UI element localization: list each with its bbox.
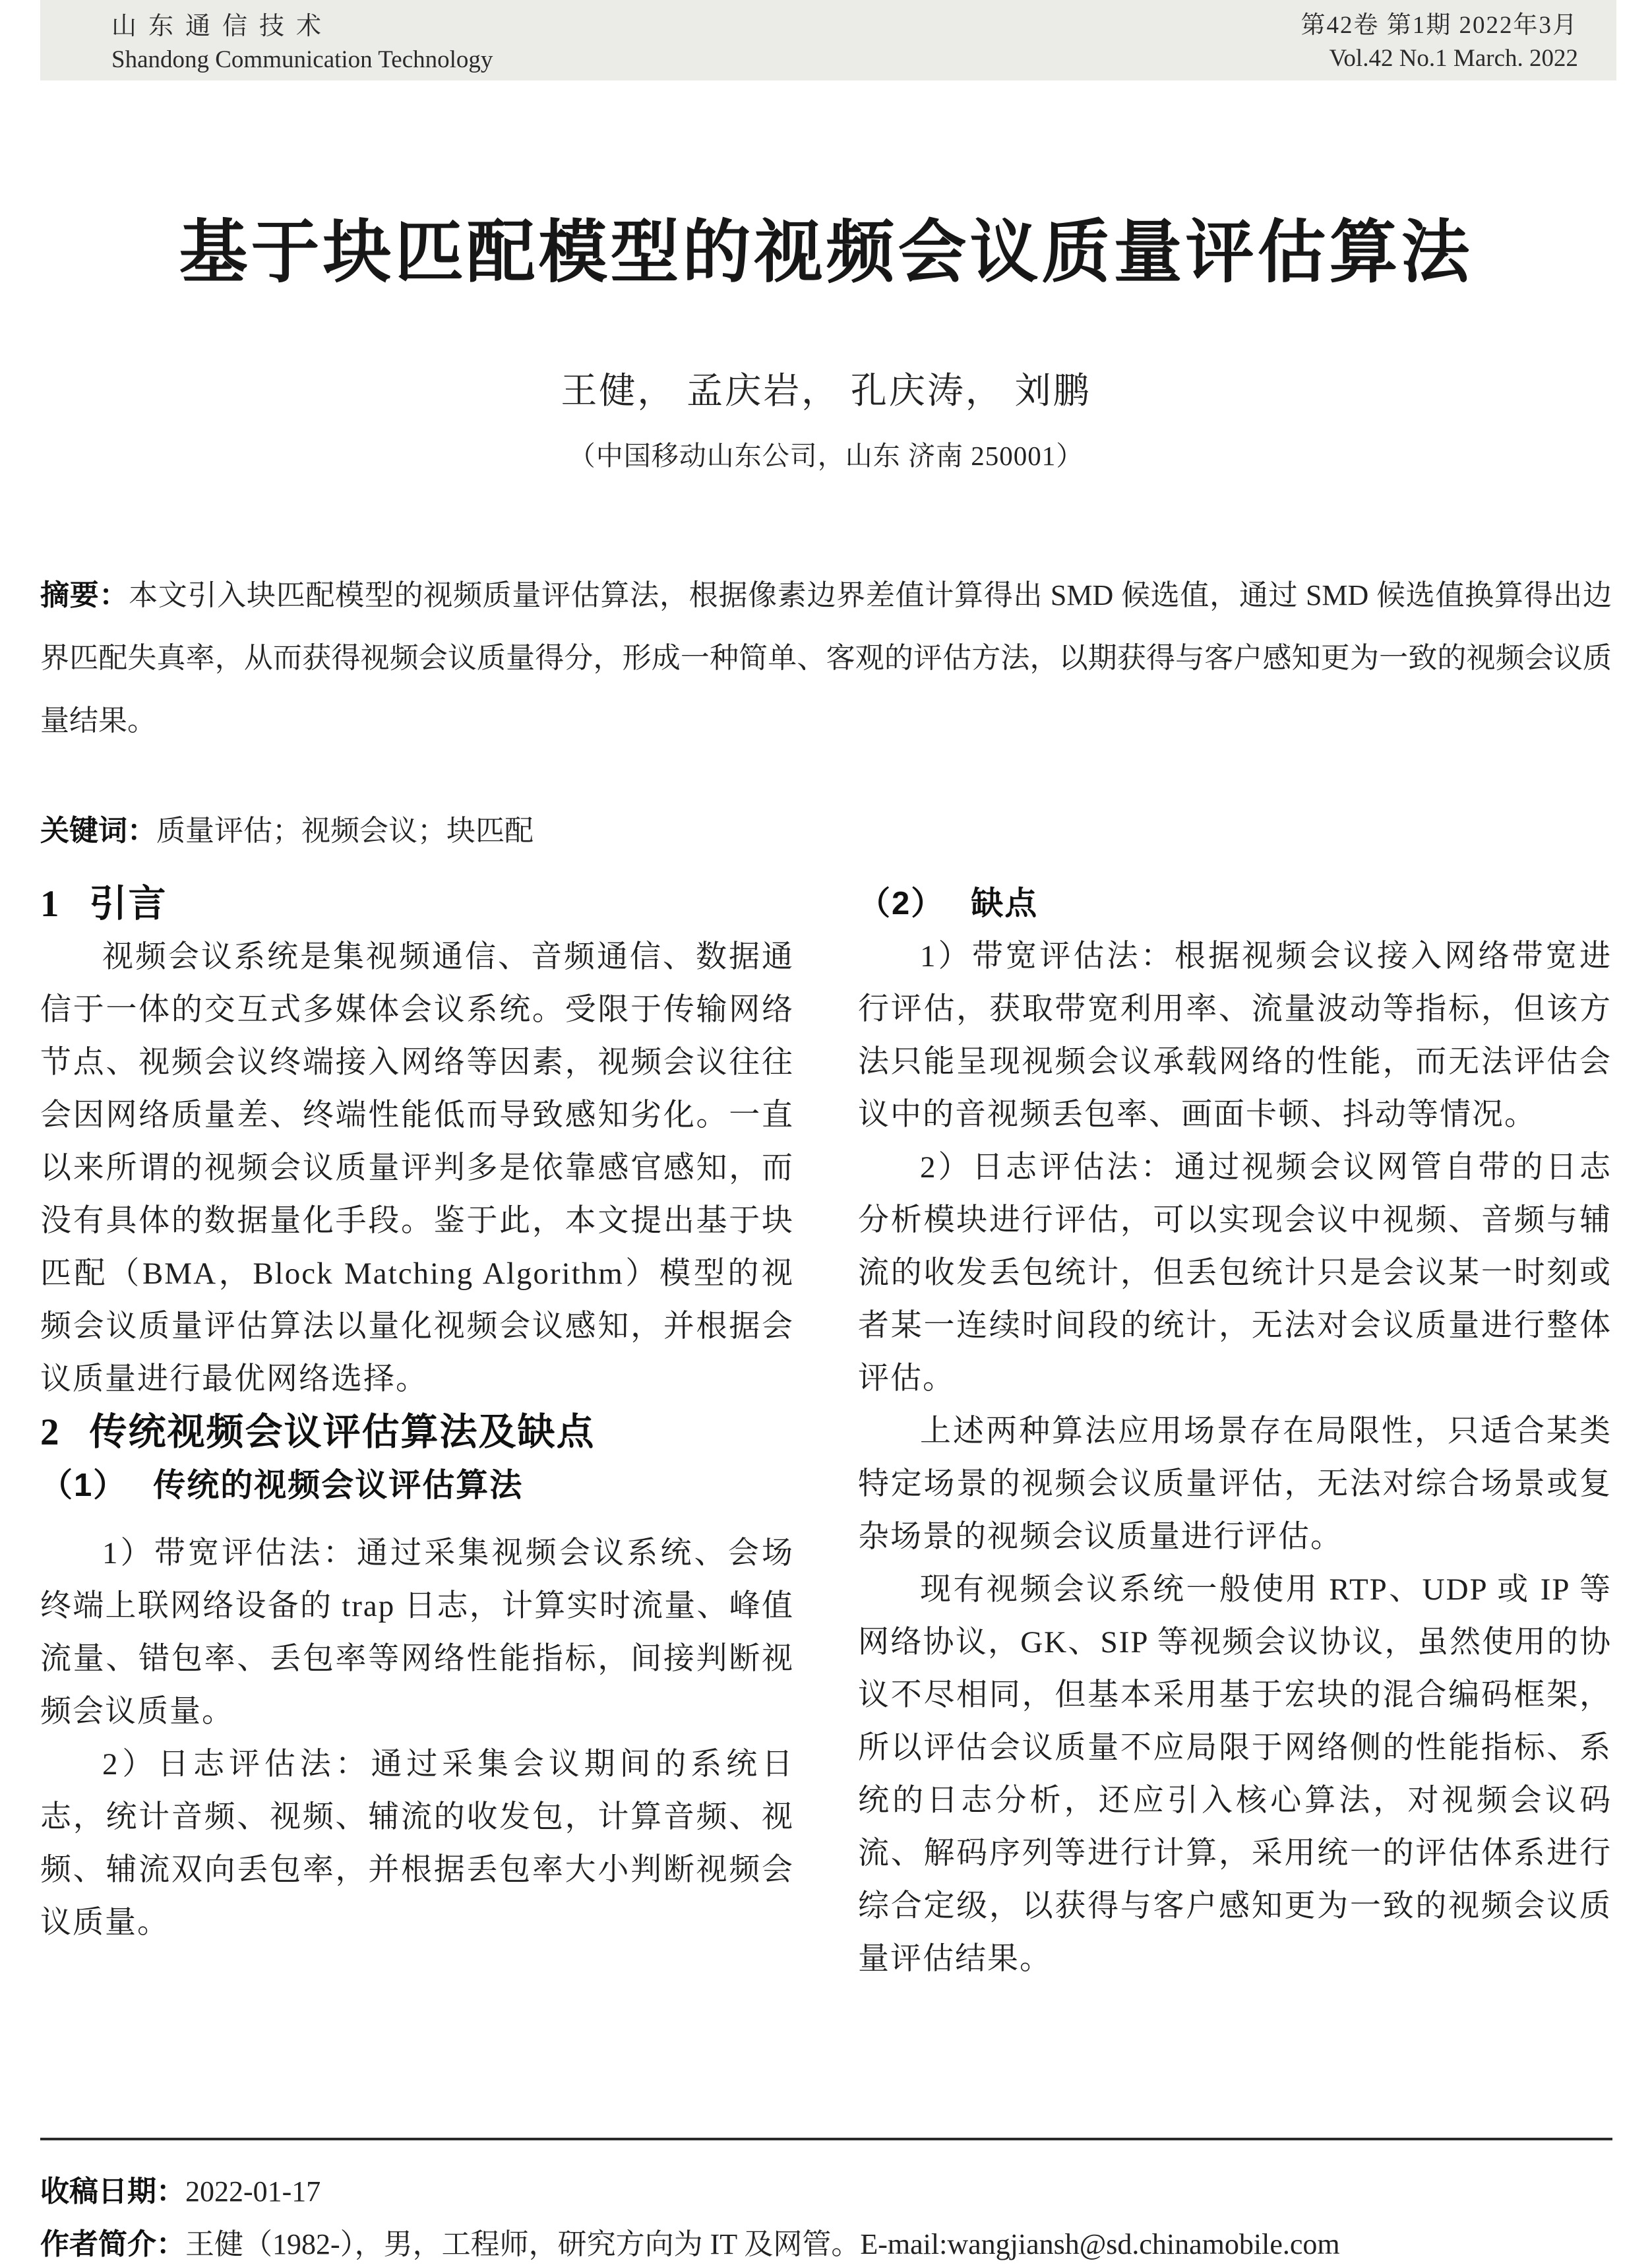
author-bio-line bbox=[40, 2218, 1612, 2267]
section-2-heading bbox=[40, 1406, 794, 1459]
abstract-label: 摘要： bbox=[40, 579, 129, 611]
section-1-title: 引言 bbox=[89, 883, 168, 925]
subsection-2-paragraph-1: 1）带宽评估法：根据视频会议接入网络带宽进行评估，获取带宽利用率、流量波动等指标，但该方法只能呈现视频会议承载网络的性能，而无法评估会议中的音视频丢包率、画面卡顿、抖动等情况。 bbox=[858, 939, 1612, 1132]
issue-info bbox=[1301, 9, 1579, 80]
abstract-block bbox=[40, 564, 1612, 862]
subsection-2-label: （2） bbox=[858, 886, 945, 921]
footer-divider bbox=[40, 2138, 1612, 2140]
subsection-2-paragraph-2: 2）日志评估法：通过视频会议网管自带的日志分析模块进行评估，可以实现会议中视频、音频与辅流的收发丢包统计，但丢包统计只是会议某一时刻或者某一连续时间段的统计，无法对会议质量进行整体评估。 bbox=[858, 1150, 1612, 1396]
received-date-label: 收稿日期： bbox=[40, 2175, 185, 2208]
issue-info-zh: 第42卷 第1期 2022年3月 bbox=[1300, 12, 1578, 39]
right-column bbox=[858, 877, 1612, 1985]
journal-identity bbox=[111, 9, 493, 80]
affiliation-line: （中国移动山东公司，山东 济南 250001） bbox=[568, 441, 1084, 471]
left-column bbox=[40, 877, 794, 1985]
abstract-text: 本文引入块匹配模型的视频质量评估算法，根据像素边界差值计算得出 SMD 候选值，通过 SMD 候选值换算得出边界匹配失真率，从而获得视频会议质量得分，形成一种简单、客观的评估方法，以期获得与客户感知更为一致的视频会议质量结果。 bbox=[40, 579, 1612, 737]
subsection-2-heading bbox=[858, 877, 1612, 930]
subsection-2-paragraph-3: 上述两种算法应用场景存在局限性，只适合某类特定场景的视频会议质量评估，无法对综合场景或复杂场景的视频会议质量进行评估。 bbox=[858, 1414, 1612, 1554]
subsection-2-paragraph-4: 现有视频会议系统一般使用 RTP、UDP 或 IP 等网络协议，GK、SIP 等视频会议协议，虽然使用的协议不尽相同，但基本采用基于宏块的混合编码框架，所以评估会议质量不应局限于网络侧的性能指标、系统的日志分析，还应引入核心算法，对视频会议码流、解码序列等进行计算，采用统一的评估体系进行综合定级，以获得与客户感知更为一致的视频会议质量评估结果。 bbox=[858, 1572, 1612, 1976]
body-columns bbox=[40, 877, 1612, 1985]
masthead bbox=[40, 0, 1616, 80]
received-date-value: 2022-01-17 bbox=[185, 2175, 321, 2208]
article-title: 基于块匹配模型的视频会议质量评估算法 bbox=[179, 215, 1473, 291]
author-bio-label: 作者简介： bbox=[40, 2228, 185, 2260]
journal-name-zh: 山东通信技术 bbox=[111, 13, 334, 40]
section-2-title: 传统视频会议评估算法及缺点 bbox=[89, 1411, 596, 1453]
authors-line: 王健， 孟庆岩， 孔庆涛， 刘鹏 bbox=[561, 371, 1091, 411]
subsection-1-label: （1） bbox=[40, 1468, 127, 1503]
section-2-number: 2 bbox=[40, 1412, 61, 1453]
author-bio-value: 王健（1982-），男，工程师，研究方向为 IT 及网管。E-mail:wangjiansh@sd.chinamobile.com bbox=[185, 2228, 1340, 2260]
section-1-number: 1 bbox=[40, 883, 61, 925]
subsection-1-title: 传统的视频会议评估算法 bbox=[153, 1468, 524, 1503]
keywords-text: 质量评估；视频会议；块匹配 bbox=[156, 815, 534, 847]
subsection-1-paragraph-1: 1）带宽评估法：通过采集视频会议系统、会场终端上联网络设备的 trap 日志，计算实时流量、峰值流量、错包率、丢包率等网络性能指标，间接判断视频会议质量。 bbox=[40, 1536, 794, 1729]
received-date-line bbox=[40, 2165, 1612, 2218]
journal-name-en: Shandong Communication Technology bbox=[111, 46, 493, 73]
keywords-label: 关键词： bbox=[40, 815, 156, 847]
keywords-paragraph bbox=[40, 799, 1612, 862]
subsection-2-title: 缺点 bbox=[971, 886, 1039, 921]
abstract-paragraph bbox=[40, 564, 1612, 752]
issue-info-en: Vol.42 No.1 March. 2022 bbox=[1329, 45, 1578, 72]
footer-notes bbox=[40, 2165, 1612, 2267]
section-1-paragraph: 视频会议系统是集视频通信、音频通信、数据通信于一体的交互式多媒体会议系统。受限于传输网络节点、视频会议终端接入网络等因素，视频会议往往会因网络质量差、终端性能低而导致感知劣化。一直以来所谓的视频会议质量评判多是依靠感官感知，而没有具体的数据量化手段。鉴于此，本文提出基于块匹配（BMA，Block Matching Algorithm）模型的视频会议质量评估算法以量化视频会议感知，并根据会议质量进行最优网络选择。 bbox=[40, 940, 794, 1396]
section-1-heading bbox=[40, 877, 794, 931]
subsection-1-heading bbox=[40, 1459, 794, 1512]
subsection-1-paragraph-2: 2）日志评估法：通过采集会议期间的系统日志，统计音频、视频、辅流的收发包，计算音频、视频、辅流双向丢包率，并根据丢包率大小判断视频会议质量。 bbox=[40, 1747, 794, 1940]
